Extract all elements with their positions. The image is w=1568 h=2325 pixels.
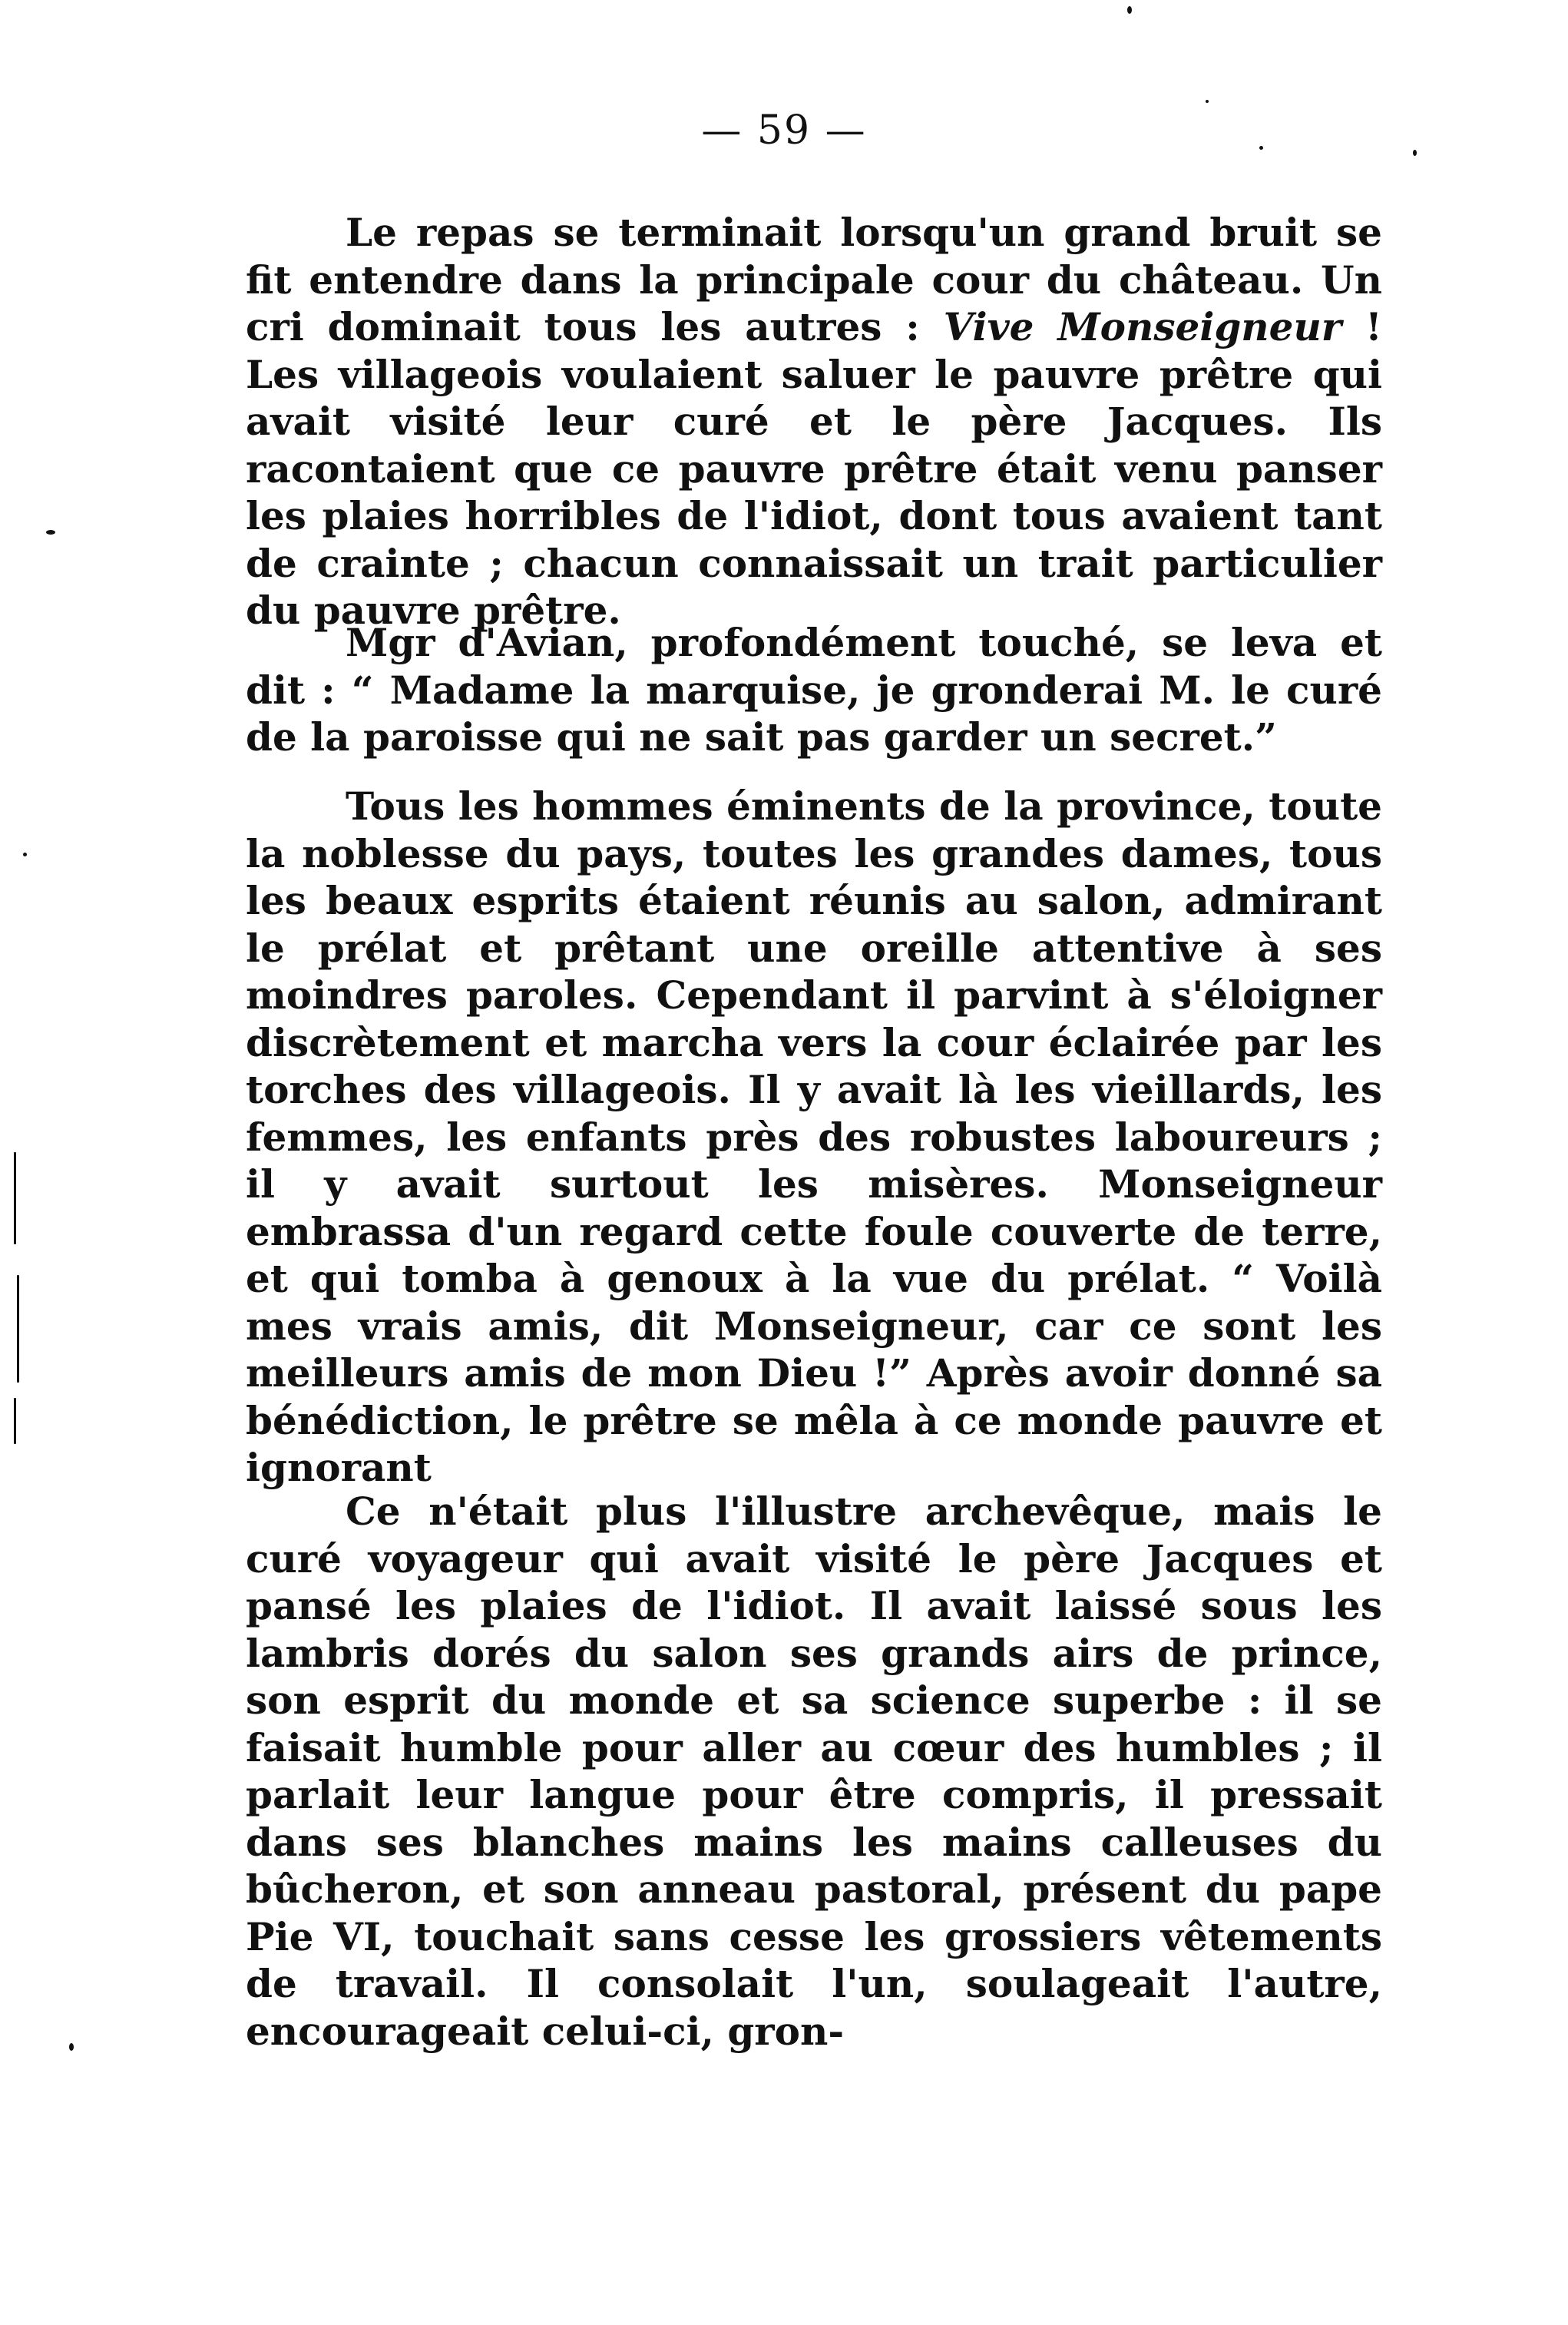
paragraph-2 — [246, 619, 1382, 761]
paragraph-1 — [246, 209, 1382, 634]
scan-speck — [1259, 146, 1263, 150]
paragraph-text: Ce n'était plus l'illustre archevêque, mais le curé voyageur qui avait visité le père Jacques et pansé les plaies de l'idiot. Il avait laissé sous les lambris dorés du salon ses grands airs de prince, son esprit du monde et sa science superbe : il se faisait humble pour aller au cœur des humbles ; il parlait leur langue pour être compris, il pressait dans ses blanches mains les mains calleuses du bûcheron, et son anneau pastoral, présent du pape Pie VI, touchait sans cesse les grossiers vêtements de travail. Il consolait l'un, soulageait l'autre, encourageait celui-ci, gron- — [246, 1489, 1382, 2054]
paragraph-3 — [246, 783, 1382, 1492]
paragraph-text-start: Le repas se terminait lorsqu'un grand bruit se fit entendre dans la principale cour du château. Un cri dominait tous les autres : — [246, 210, 1382, 349]
scan-speck — [69, 2043, 74, 2051]
page-number: — 59 — — [701, 108, 867, 154]
paragraph-text — [246, 209, 1382, 634]
scan-speck — [14, 1152, 16, 1244]
scan-speck — [17, 1275, 19, 1383]
scan-speck — [46, 530, 55, 535]
italic-exclamation: Vive Monseigneur — [943, 304, 1342, 349]
scan-speck — [1206, 100, 1209, 103]
scan-speck — [1413, 150, 1417, 156]
paragraph-4 — [246, 1488, 1382, 2055]
scan-speck — [1127, 6, 1132, 14]
paragraph-text: Mgr d'Avian, profondément touché, se leva et dit : “ Madame la marquise, je gronderai M. le curé de la paroisse qui ne sait pas garder un secret.” — [246, 620, 1382, 760]
paragraph-text: Tous les hommes éminents de la province, toute la noblesse du pays, toutes les grandes dames, tous les beaux esprits étaient réunis au salon, admirant le prélat et prêtant une oreille attentive à ses moindres paroles. Cependant il parvint à s'éloigner discrètement et marcha vers la cour éclairée par les torches des villageois. Il y avait là les vieillards, les femmes, les enfants près des robustes laboureurs ; il y avait surtout les misères. Monseigneur embrassa d'un regard cette foule couverte de terre, et qui tomba à genoux à la vue du prélat. “ Voilà mes vrais amis, dit Monseigneur, car ce sont les meilleurs amis de mon Dieu !” Après avoir donné sa bénédiction, le prêtre se mêla à ce monde pauvre et ignorant — [246, 783, 1382, 1490]
scan-speck — [14, 1398, 16, 1444]
scan-speck — [23, 853, 27, 856]
paragraph-text-end: ! Les villageois voulaient saluer le pauvre prêtre qui avait visité leur curé et le père Jacques. Ils racontaient que ce pauvre prêtre était venu panser les plaies horribles de l'idiot, dont tous avaient tant de crainte ; chacun connaissait un trait particulier du pauvre prêtre. — [246, 304, 1382, 633]
